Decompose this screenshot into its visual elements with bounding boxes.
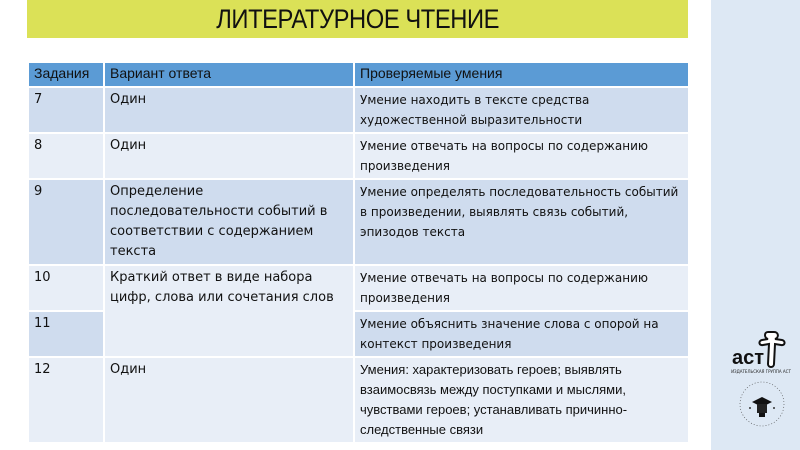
skill-text: Умение отвечать на вопросы по содержанию произведения: [354, 133, 689, 179]
title-band: [27, 0, 688, 38]
education-projects-seal-icon: [738, 380, 786, 428]
header-answer-type: Вариант ответа: [104, 62, 354, 87]
skill-text: Умение объяснить значение слова с опорой на контекст произведения: [354, 311, 689, 357]
ast-logo-icon: [730, 330, 792, 370]
header-tasks: Задания: [28, 62, 104, 87]
table-row: [28, 133, 689, 179]
table-row: [28, 179, 689, 265]
answer-type: Один: [104, 357, 354, 443]
answer-type-merged: Краткий ответ в виде набора цифр, слова или сочетания слов: [104, 265, 354, 357]
svg-text:аст: аст: [732, 347, 765, 369]
table-row: [28, 357, 689, 443]
answer-type: Один: [104, 133, 354, 179]
task-number: 7: [28, 87, 104, 133]
task-number: 9: [28, 179, 104, 265]
skill-text: Умение определять последовательность событий в произведении, выявлять связь событий, эпизодов текста: [354, 179, 689, 265]
ast-logo-caption: ИЗДАТЕЛЬСКАЯ ГРУППА АСТ: [731, 369, 791, 374]
slide-title: ЛИТЕРАТУРНОЕ ЧТЕНИЕ: [216, 3, 499, 34]
task-number: 12: [28, 357, 104, 443]
task-number: 10: [28, 265, 104, 311]
tasks-table: [27, 61, 690, 444]
table-header-row: [28, 62, 689, 87]
header-skills: Проверяемые умения: [354, 62, 689, 87]
task-number: 11: [28, 311, 104, 357]
task-number: 8: [28, 133, 104, 179]
answer-type: Определение последовательности событий в соответствии с содержанием текста: [104, 179, 354, 265]
skill-text: Умение отвечать на вопросы по содержанию произведения: [354, 265, 689, 311]
answer-type: Один: [104, 87, 354, 133]
table-row: [28, 265, 689, 311]
skill-text: Умения: характеризовать героев; выявлять взаимосвязь между поступками и мыслями, чувствами героев; устанавливать причинно-следственные связи: [354, 357, 689, 443]
table-row: [28, 87, 689, 133]
skill-text: Умение находить в тексте средства художественной выразительности: [354, 87, 689, 133]
